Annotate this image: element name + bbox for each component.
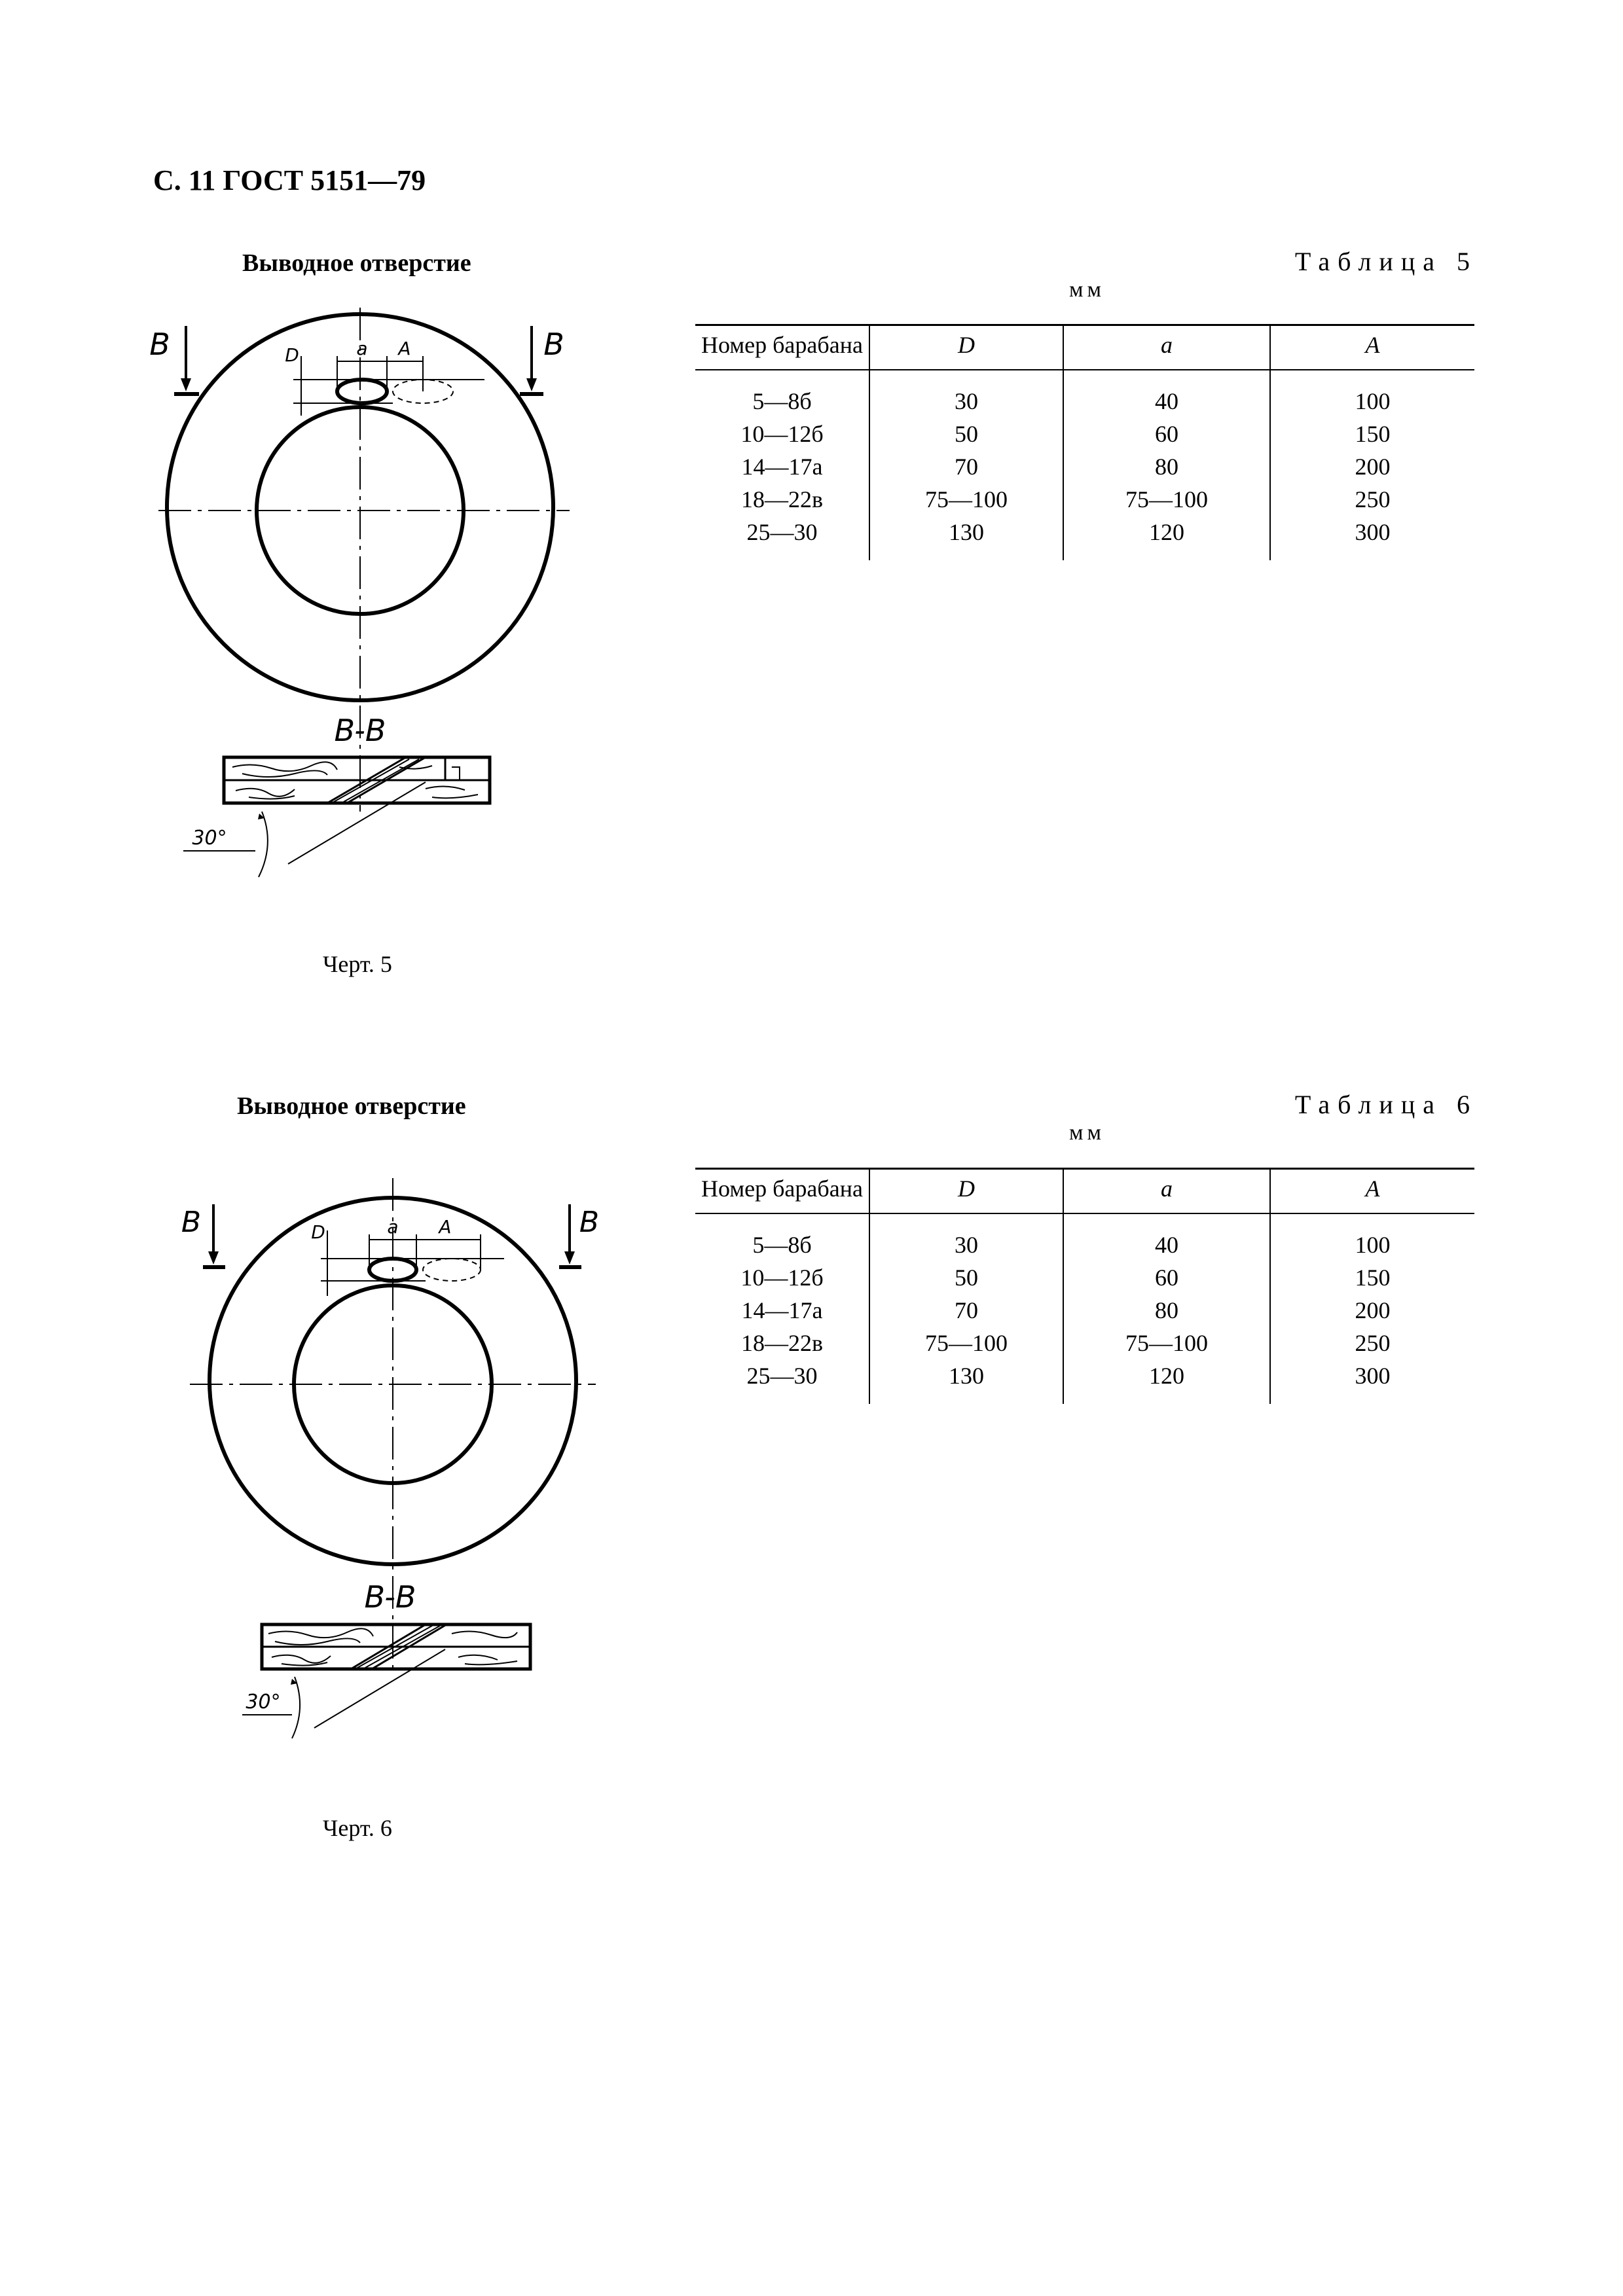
cell: 40 [1063,370,1270,418]
table-label-5: Таблица 5 [1294,247,1478,276]
table-header-row [695,325,1474,370]
cell: 30 [869,370,1063,418]
units-label-6: мм [1069,1121,1106,1145]
table-row [695,1327,1474,1359]
col-header-D: D [869,325,1063,370]
drawing-6 [164,1165,609,1715]
cell: 75—100 [869,483,1063,516]
col-header-drum: Номер барабана [695,1169,869,1214]
cell: 200 [1270,1294,1474,1327]
cell: 60 [1063,1261,1270,1294]
cell: 250 [1270,483,1474,516]
cell: 250 [1270,1327,1474,1359]
units-label-5: мм [1069,278,1106,302]
table-row [695,418,1474,450]
cell: 50 [869,418,1063,450]
table-row [695,370,1474,418]
cell: 120 [1063,1359,1270,1404]
section-title: B-B [334,713,386,748]
cell: 120 [1063,516,1270,560]
dim-a-label: a [356,338,368,359]
table-label-6: Таблица 6 [1294,1090,1478,1119]
cell: 70 [869,450,1063,483]
cell: 300 [1270,1359,1474,1404]
cell: 200 [1270,450,1474,483]
outlet-hole-hidden [423,1259,481,1281]
cell: 75—100 [1063,483,1270,516]
cell: 25—30 [746,519,818,545]
cell: 70 [869,1294,1063,1327]
table-5 [695,324,1474,560]
figure-title-6: Выводное отверстие [237,1092,466,1120]
cell: 100 [1270,1213,1474,1261]
cell: 18—22в [741,1330,823,1356]
cell: 5—8б [752,388,812,414]
col-header-A: A [1270,1169,1474,1214]
cell: 100 [1270,370,1474,418]
cell: 40 [1063,1213,1270,1261]
table-row [695,450,1474,483]
cell: 130 [869,1359,1063,1404]
table-row [695,483,1474,516]
dim-D-label: D [311,1221,325,1243]
cell: 75—100 [869,1327,1063,1359]
figure-caption-6: Черт. 6 [323,1815,392,1841]
table-row [695,1294,1474,1327]
cell: 25—30 [746,1363,818,1389]
drawing-5 [118,301,602,890]
col-header-A: A [1270,325,1474,370]
table-row [695,1213,1474,1261]
cell: 10—12б [740,1265,824,1291]
cell: 14—17а [741,1297,823,1323]
section-marker-left: B [181,1206,202,1239]
cell: 18—22в [741,486,823,512]
col-header-a: a [1063,325,1270,370]
dim-a-label: a [387,1216,399,1238]
outlet-hole [337,380,387,403]
cell: 300 [1270,516,1474,560]
section-marker-right: B [579,1206,600,1239]
angle-label: 30° [246,1691,281,1713]
cell: 60 [1063,418,1270,450]
cell: 150 [1270,1261,1474,1294]
cell: 80 [1063,450,1270,483]
dim-A-label: A [439,1216,452,1238]
cell: 80 [1063,1294,1270,1327]
cell: 130 [869,516,1063,560]
table-row [695,1261,1474,1294]
cell: 10—12б [740,421,824,447]
section-title: B-B [364,1579,416,1615]
table-header-row [695,1169,1474,1214]
section-marker-right: B [543,327,564,362]
section-marker-left: B [149,327,170,362]
figure-title-5: Выводное отверстие [242,249,471,277]
figure-caption-5: Черт. 5 [323,951,392,977]
dim-A-label: A [398,338,411,359]
col-header-drum: Номер барабана [695,325,869,370]
cell: 14—17а [741,454,823,480]
cell: 5—8б [752,1232,812,1258]
table-row [695,516,1474,560]
table-6 [695,1168,1474,1404]
col-header-a: a [1063,1169,1270,1214]
cell: 50 [869,1261,1063,1294]
page-header: С. 11 ГОСТ 5151—79 [153,164,426,196]
cell: 75—100 [1063,1327,1270,1359]
table-row [695,1359,1474,1404]
cell: 30 [869,1213,1063,1261]
angle-label: 30° [192,827,227,850]
col-header-D: D [869,1169,1063,1214]
dim-D-label: D [285,344,299,366]
cell: 150 [1270,418,1474,450]
